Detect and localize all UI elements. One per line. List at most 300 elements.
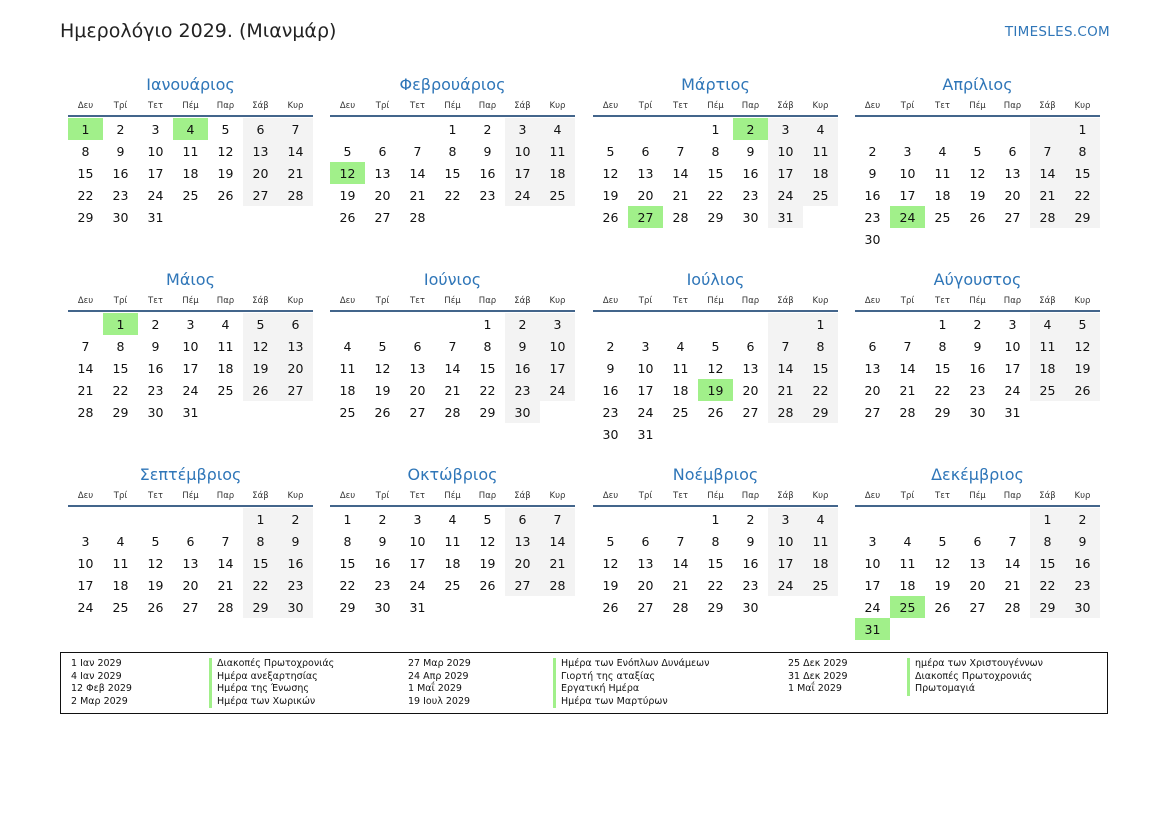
day-cell: 17 (182, 360, 199, 376)
day-cell: 24 (409, 577, 426, 593)
day-cell: 18 (217, 360, 234, 376)
empty-day-cell (960, 508, 995, 530)
weekday-label: Πέμ (969, 296, 986, 306)
day-cell: 27 (243, 184, 278, 206)
weekday-label: Δευ (864, 491, 881, 501)
day-cell: 4 (903, 533, 912, 549)
weekday-label: Δευ (77, 296, 94, 306)
weekday-label: Τετ (673, 491, 688, 501)
day-cell: 8 (711, 533, 720, 549)
weekday-label: Σάβ (777, 491, 794, 501)
day-cell: 3 (868, 533, 877, 549)
day-cell: 20 (637, 187, 654, 203)
day-cell: 6 (641, 143, 650, 159)
day-cell: 16 (147, 360, 164, 376)
day-cell: 3 (768, 118, 803, 140)
legend-holiday-name: Εργατική Ημέρα (553, 683, 639, 696)
empty-day-cell (960, 118, 995, 140)
day-cell: 5 (1065, 313, 1100, 335)
legend-date: 2 Μαρ 2029 (71, 695, 128, 707)
day-grid (855, 313, 1100, 423)
day-cell: 10 (637, 360, 654, 376)
day-cell: 27 (278, 379, 313, 401)
day-cell: 5 (483, 511, 492, 527)
day-cell: 2 (505, 313, 540, 335)
month-name: Αύγουστος (933, 270, 1022, 289)
day-cell: 14 (409, 165, 426, 181)
day-cell: 17 (899, 187, 916, 203)
day-cell: 26 (479, 577, 496, 593)
day-cell: 26 (339, 209, 356, 225)
empty-day-cell (663, 118, 698, 140)
day-cell: 9 (278, 530, 313, 552)
holiday-day-cell: 24 (890, 206, 925, 228)
day-cell: 17 (768, 162, 803, 184)
day-cell: 2 (746, 511, 755, 527)
weekday-label: Σάβ (1039, 491, 1056, 501)
legend-date: 1 Μαΐ 2029 (788, 683, 842, 694)
empty-day-cell (400, 118, 435, 140)
day-cell: 19 (147, 577, 164, 593)
day-cell: 19 (479, 555, 496, 571)
day-cell: 28 (1030, 206, 1065, 228)
weekday-label: Πέμ (707, 101, 724, 111)
weekday-label: Σάβ (777, 101, 794, 111)
empty-day-cell (173, 508, 208, 530)
day-cell: 30 (505, 401, 540, 423)
day-cell: 24 (147, 187, 164, 203)
day-cell: 3 (413, 511, 422, 527)
day-cell: 30 (742, 209, 759, 225)
weekday-label: Κυρ (287, 491, 304, 501)
weekday-label: Παρ (216, 491, 235, 501)
month-name: Ιούνιος (423, 270, 482, 289)
day-cell: 13 (637, 165, 654, 181)
day-cell: 18 (112, 577, 129, 593)
day-cell: 10 (182, 338, 199, 354)
day-cell: 17 (864, 577, 881, 593)
day-cell: 20 (505, 552, 540, 574)
day-cell: 13 (505, 530, 540, 552)
day-cell: 27 (637, 599, 654, 615)
month-block (330, 463, 575, 618)
day-cell: 17 (768, 552, 803, 574)
weekday-label: Παρ (741, 296, 760, 306)
day-cell: 21 (77, 382, 94, 398)
day-cell: 10 (768, 140, 803, 162)
day-cell: 8 (711, 143, 720, 159)
month-name: Απρίλιος (942, 75, 1013, 94)
weekday-label: Παρ (1003, 101, 1022, 111)
day-cell: 17 (637, 382, 654, 398)
day-cell: 25 (672, 404, 689, 420)
day-cell: 13 (637, 555, 654, 571)
day-cell: 23 (969, 382, 986, 398)
weekday-label: Κυρ (549, 491, 566, 501)
day-cell: 10 (147, 143, 164, 159)
month-block (593, 268, 838, 445)
day-cell: 26 (602, 209, 619, 225)
weekday-label: Δευ (77, 101, 94, 111)
day-cell: 25 (803, 184, 838, 206)
day-cell: 3 (505, 118, 540, 140)
day-cell: 7 (676, 143, 685, 159)
day-cell: 1 (448, 121, 457, 137)
day-cell: 3 (186, 316, 195, 332)
month-block (68, 73, 313, 228)
day-cell: 3 (903, 143, 912, 159)
day-cell: 22 (77, 187, 94, 203)
day-cell: 14 (540, 530, 575, 552)
empty-day-cell (365, 118, 400, 140)
day-cell: 15 (707, 165, 724, 181)
legend-holiday-name: Ημέρα της Ένωσης (209, 683, 309, 696)
legend-date: 1 Μαΐ 2029 (408, 683, 462, 694)
day-cell: 19 (934, 577, 951, 593)
day-cell: 15 (243, 552, 278, 574)
day-cell: 22 (444, 187, 461, 203)
day-cell: 6 (413, 338, 422, 354)
weekday-label: Κυρ (1074, 491, 1091, 501)
day-cell: 20 (637, 577, 654, 593)
weekday-label: Τετ (935, 491, 950, 501)
day-cell: 16 (969, 360, 986, 376)
day-cell: 28 (540, 574, 575, 596)
weekday-label: Τετ (935, 296, 950, 306)
weekday-label: Παρ (741, 101, 760, 111)
month-name: Ιούλιος (686, 270, 745, 289)
day-cell: 29 (934, 404, 951, 420)
day-cell: 28 (672, 209, 689, 225)
day-cell: 5 (343, 143, 352, 159)
weekday-label: Πέμ (182, 491, 199, 501)
day-cell: 31 (409, 599, 426, 615)
day-cell: 24 (864, 599, 881, 615)
day-cell: 18 (899, 577, 916, 593)
empty-day-cell (890, 313, 925, 335)
day-cell: 8 (1065, 140, 1100, 162)
day-cell: 24 (182, 382, 199, 398)
day-cell: 28 (409, 209, 426, 225)
day-cell: 23 (147, 382, 164, 398)
month-block (855, 463, 1100, 640)
weekday-label: Δευ (339, 101, 356, 111)
month-block (330, 268, 575, 423)
weekday-header (855, 97, 1100, 117)
day-cell: 1 (938, 316, 947, 332)
day-cell: 9 (606, 360, 615, 376)
day-cell: 28 (768, 401, 803, 423)
weekday-label: Παρ (478, 101, 497, 111)
day-cell: 19 (339, 187, 356, 203)
day-cell: 11 (112, 555, 129, 571)
day-cell: 6 (746, 338, 755, 354)
month-name: Φεβρουάριος (399, 75, 506, 94)
weekday-label: Πέμ (444, 296, 461, 306)
day-cell: 22 (339, 577, 356, 593)
day-cell: 12 (602, 165, 619, 181)
day-cell: 7 (278, 118, 313, 140)
legend-holiday-name: Ημέρα των Ενόπλων Δυνάμεων (553, 658, 709, 671)
empty-day-cell (208, 508, 243, 530)
day-cell: 9 (151, 338, 160, 354)
day-grid (593, 118, 838, 228)
day-cell: 1 (243, 508, 278, 530)
day-cell: 6 (641, 533, 650, 549)
weekday-label: Τρί (375, 491, 390, 501)
legend-date: 1 Ιαν 2029 (71, 658, 122, 669)
legend-date: 19 Ιουλ 2029 (408, 695, 471, 707)
day-cell: 26 (602, 599, 619, 615)
month-name: Μάιος (166, 270, 215, 289)
day-cell: 26 (934, 599, 951, 615)
day-cell: 15 (934, 360, 951, 376)
day-cell: 12 (969, 165, 986, 181)
empty-day-cell (925, 508, 960, 530)
legend-date: 24 Απρ 2029 (408, 670, 469, 682)
day-cell: 29 (479, 404, 496, 420)
month-name: Μάρτιος (681, 75, 750, 94)
month-name: Σεπτέμβριος (139, 465, 242, 484)
day-cell: 12 (707, 360, 724, 376)
empty-day-cell (628, 118, 663, 140)
day-cell: 29 (1030, 596, 1065, 618)
day-cell: 5 (221, 121, 230, 137)
day-cell: 15 (803, 357, 838, 379)
day-cell: 4 (116, 533, 125, 549)
day-cell: 12 (147, 555, 164, 571)
day-cell: 21 (217, 577, 234, 593)
day-cell: 25 (182, 187, 199, 203)
day-cell: 7 (1030, 140, 1065, 162)
weekday-label: Τετ (148, 296, 163, 306)
day-cell: 16 (479, 165, 496, 181)
weekday-header (68, 487, 313, 507)
day-cell: 28 (217, 599, 234, 615)
day-cell: 26 (707, 404, 724, 420)
empty-day-cell (628, 508, 663, 530)
day-cell: 1 (711, 121, 720, 137)
day-cell: 12 (243, 335, 278, 357)
day-cell: 14 (1030, 162, 1065, 184)
day-cell: 18 (672, 382, 689, 398)
day-cell: 14 (1004, 555, 1021, 571)
weekday-label: Κυρ (1074, 101, 1091, 111)
month-block (68, 463, 313, 618)
day-cell: 11 (182, 143, 199, 159)
day-cell: 16 (278, 552, 313, 574)
day-cell: 29 (77, 209, 94, 225)
day-cell: 30 (742, 599, 759, 615)
day-cell: 28 (899, 404, 916, 420)
day-cell: 23 (479, 187, 496, 203)
day-cell: 5 (938, 533, 947, 549)
day-cell: 25 (112, 599, 129, 615)
weekday-label: Παρ (478, 491, 497, 501)
legend-holiday-name: ημέρα των Χριστουγέννων (907, 658, 1043, 671)
day-cell: 15 (479, 360, 496, 376)
day-cell: 13 (1004, 165, 1021, 181)
holiday-day-cell: 12 (330, 162, 365, 184)
weekday-label: Σάβ (1039, 296, 1056, 306)
day-cell: 29 (1065, 206, 1100, 228)
day-cell: 26 (147, 599, 164, 615)
day-cell: 7 (413, 143, 422, 159)
empty-day-cell (855, 118, 890, 140)
empty-day-cell (365, 313, 400, 335)
day-cell: 24 (505, 184, 540, 206)
page-title: Ημερολόγιο 2029. (Μιανμάρ) (60, 20, 337, 42)
day-cell: 16 (112, 165, 129, 181)
day-cell: 21 (899, 382, 916, 398)
day-cell: 5 (973, 143, 982, 159)
day-cell: 23 (374, 577, 391, 593)
day-cell: 6 (505, 508, 540, 530)
day-cell: 25 (934, 209, 951, 225)
holiday-day-cell: 31 (855, 618, 890, 640)
empty-day-cell (68, 508, 103, 530)
day-cell: 10 (864, 555, 881, 571)
weekday-label: Τρί (113, 491, 128, 501)
day-cell: 26 (1065, 379, 1100, 401)
day-cell: 22 (479, 382, 496, 398)
weekday-label: Κυρ (287, 296, 304, 306)
day-cell: 9 (973, 338, 982, 354)
empty-day-cell (768, 313, 803, 335)
holiday-day-cell: 2 (733, 118, 768, 140)
empty-day-cell (995, 118, 1030, 140)
day-cell: 31 (1004, 404, 1021, 420)
day-cell: 7 (768, 335, 803, 357)
day-grid (330, 118, 575, 228)
day-grid (330, 313, 575, 423)
day-cell: 27 (374, 209, 391, 225)
day-cell: 13 (182, 555, 199, 571)
day-cell: 14 (672, 165, 689, 181)
day-cell: 11 (803, 530, 838, 552)
day-cell: 21 (409, 187, 426, 203)
day-cell: 13 (864, 360, 881, 376)
weekday-label: Τετ (410, 296, 425, 306)
site-link[interactable]: TIMESLES.COM (1004, 24, 1110, 40)
day-cell: 27 (182, 599, 199, 615)
day-cell: 10 (409, 533, 426, 549)
day-cell: 31 (768, 206, 803, 228)
day-cell: 24 (1004, 382, 1021, 398)
empty-day-cell (593, 313, 628, 335)
day-grid (68, 118, 313, 228)
empty-day-cell (68, 313, 103, 335)
month-name: Ιανουάριος (146, 75, 235, 94)
day-cell: 11 (934, 165, 951, 181)
day-cell: 16 (742, 555, 759, 571)
day-cell: 15 (707, 555, 724, 571)
day-cell: 2 (483, 121, 492, 137)
day-cell: 4 (448, 511, 457, 527)
day-cell: 27 (1004, 209, 1021, 225)
day-cell: 3 (1008, 316, 1017, 332)
day-cell: 6 (378, 143, 387, 159)
day-cell: 2 (973, 316, 982, 332)
day-cell: 13 (243, 140, 278, 162)
empty-day-cell (593, 508, 628, 530)
day-cell: 9 (868, 165, 877, 181)
day-cell: 20 (182, 577, 199, 593)
weekday-label: Πέμ (444, 101, 461, 111)
day-grid (855, 118, 1100, 250)
day-cell: 28 (278, 184, 313, 206)
day-cell: 17 (505, 162, 540, 184)
day-cell: 21 (672, 577, 689, 593)
weekday-header (855, 487, 1100, 507)
day-cell: 8 (803, 335, 838, 357)
day-cell: 29 (243, 596, 278, 618)
day-cell: 6 (973, 533, 982, 549)
weekday-label: Παρ (216, 296, 235, 306)
day-cell: 3 (641, 338, 650, 354)
weekday-label: Κυρ (1074, 296, 1091, 306)
weekday-label: Δευ (339, 491, 356, 501)
day-cell: 4 (1030, 313, 1065, 335)
month-name: Δεκέμβριος (931, 465, 1024, 484)
day-cell: 21 (768, 379, 803, 401)
day-cell: 2 (1065, 508, 1100, 530)
day-cell: 13 (969, 555, 986, 571)
day-cell: 9 (1065, 530, 1100, 552)
day-cell: 6 (186, 533, 195, 549)
day-grid (68, 313, 313, 423)
day-cell: 9 (378, 533, 387, 549)
day-cell: 9 (505, 335, 540, 357)
legend-date: 4 Ιαν 2029 (71, 670, 122, 682)
legend-holiday-name: Διακοπές Πρωτοχρονιάς (209, 658, 334, 671)
day-cell: 25 (217, 382, 234, 398)
day-cell: 18 (339, 382, 356, 398)
weekday-label: Πέμ (444, 491, 461, 501)
empty-day-cell (138, 508, 173, 530)
holiday-day-cell: 1 (68, 118, 103, 140)
day-cell: 8 (116, 338, 125, 354)
empty-day-cell (925, 118, 960, 140)
empty-day-cell (435, 313, 470, 335)
weekday-label: Τετ (673, 101, 688, 111)
weekday-label: Τρί (375, 101, 390, 111)
day-cell: 14 (278, 140, 313, 162)
day-cell: 28 (672, 599, 689, 615)
day-cell: 31 (182, 404, 199, 420)
day-cell: 13 (374, 165, 391, 181)
day-cell: 2 (278, 508, 313, 530)
day-cell: 26 (243, 379, 278, 401)
day-cell: 24 (540, 379, 575, 401)
weekday-label: Σάβ (514, 101, 531, 111)
weekday-label: Κυρ (287, 101, 304, 111)
month-block (330, 73, 575, 228)
weekday-label: Πέμ (707, 296, 724, 306)
day-cell: 19 (243, 357, 278, 379)
day-cell: 13 (742, 360, 759, 376)
legend-holiday-name: Πρωτομαγιά (907, 683, 975, 696)
day-cell: 21 (1004, 577, 1021, 593)
weekday-label: Δευ (339, 296, 356, 306)
day-cell: 19 (374, 382, 391, 398)
day-cell: 7 (1008, 533, 1017, 549)
day-cell: 22 (1030, 574, 1065, 596)
weekday-label: Σάβ (252, 491, 269, 501)
day-cell: 1 (483, 316, 492, 332)
day-cell: 18 (803, 552, 838, 574)
holiday-day-cell: 1 (103, 313, 138, 335)
